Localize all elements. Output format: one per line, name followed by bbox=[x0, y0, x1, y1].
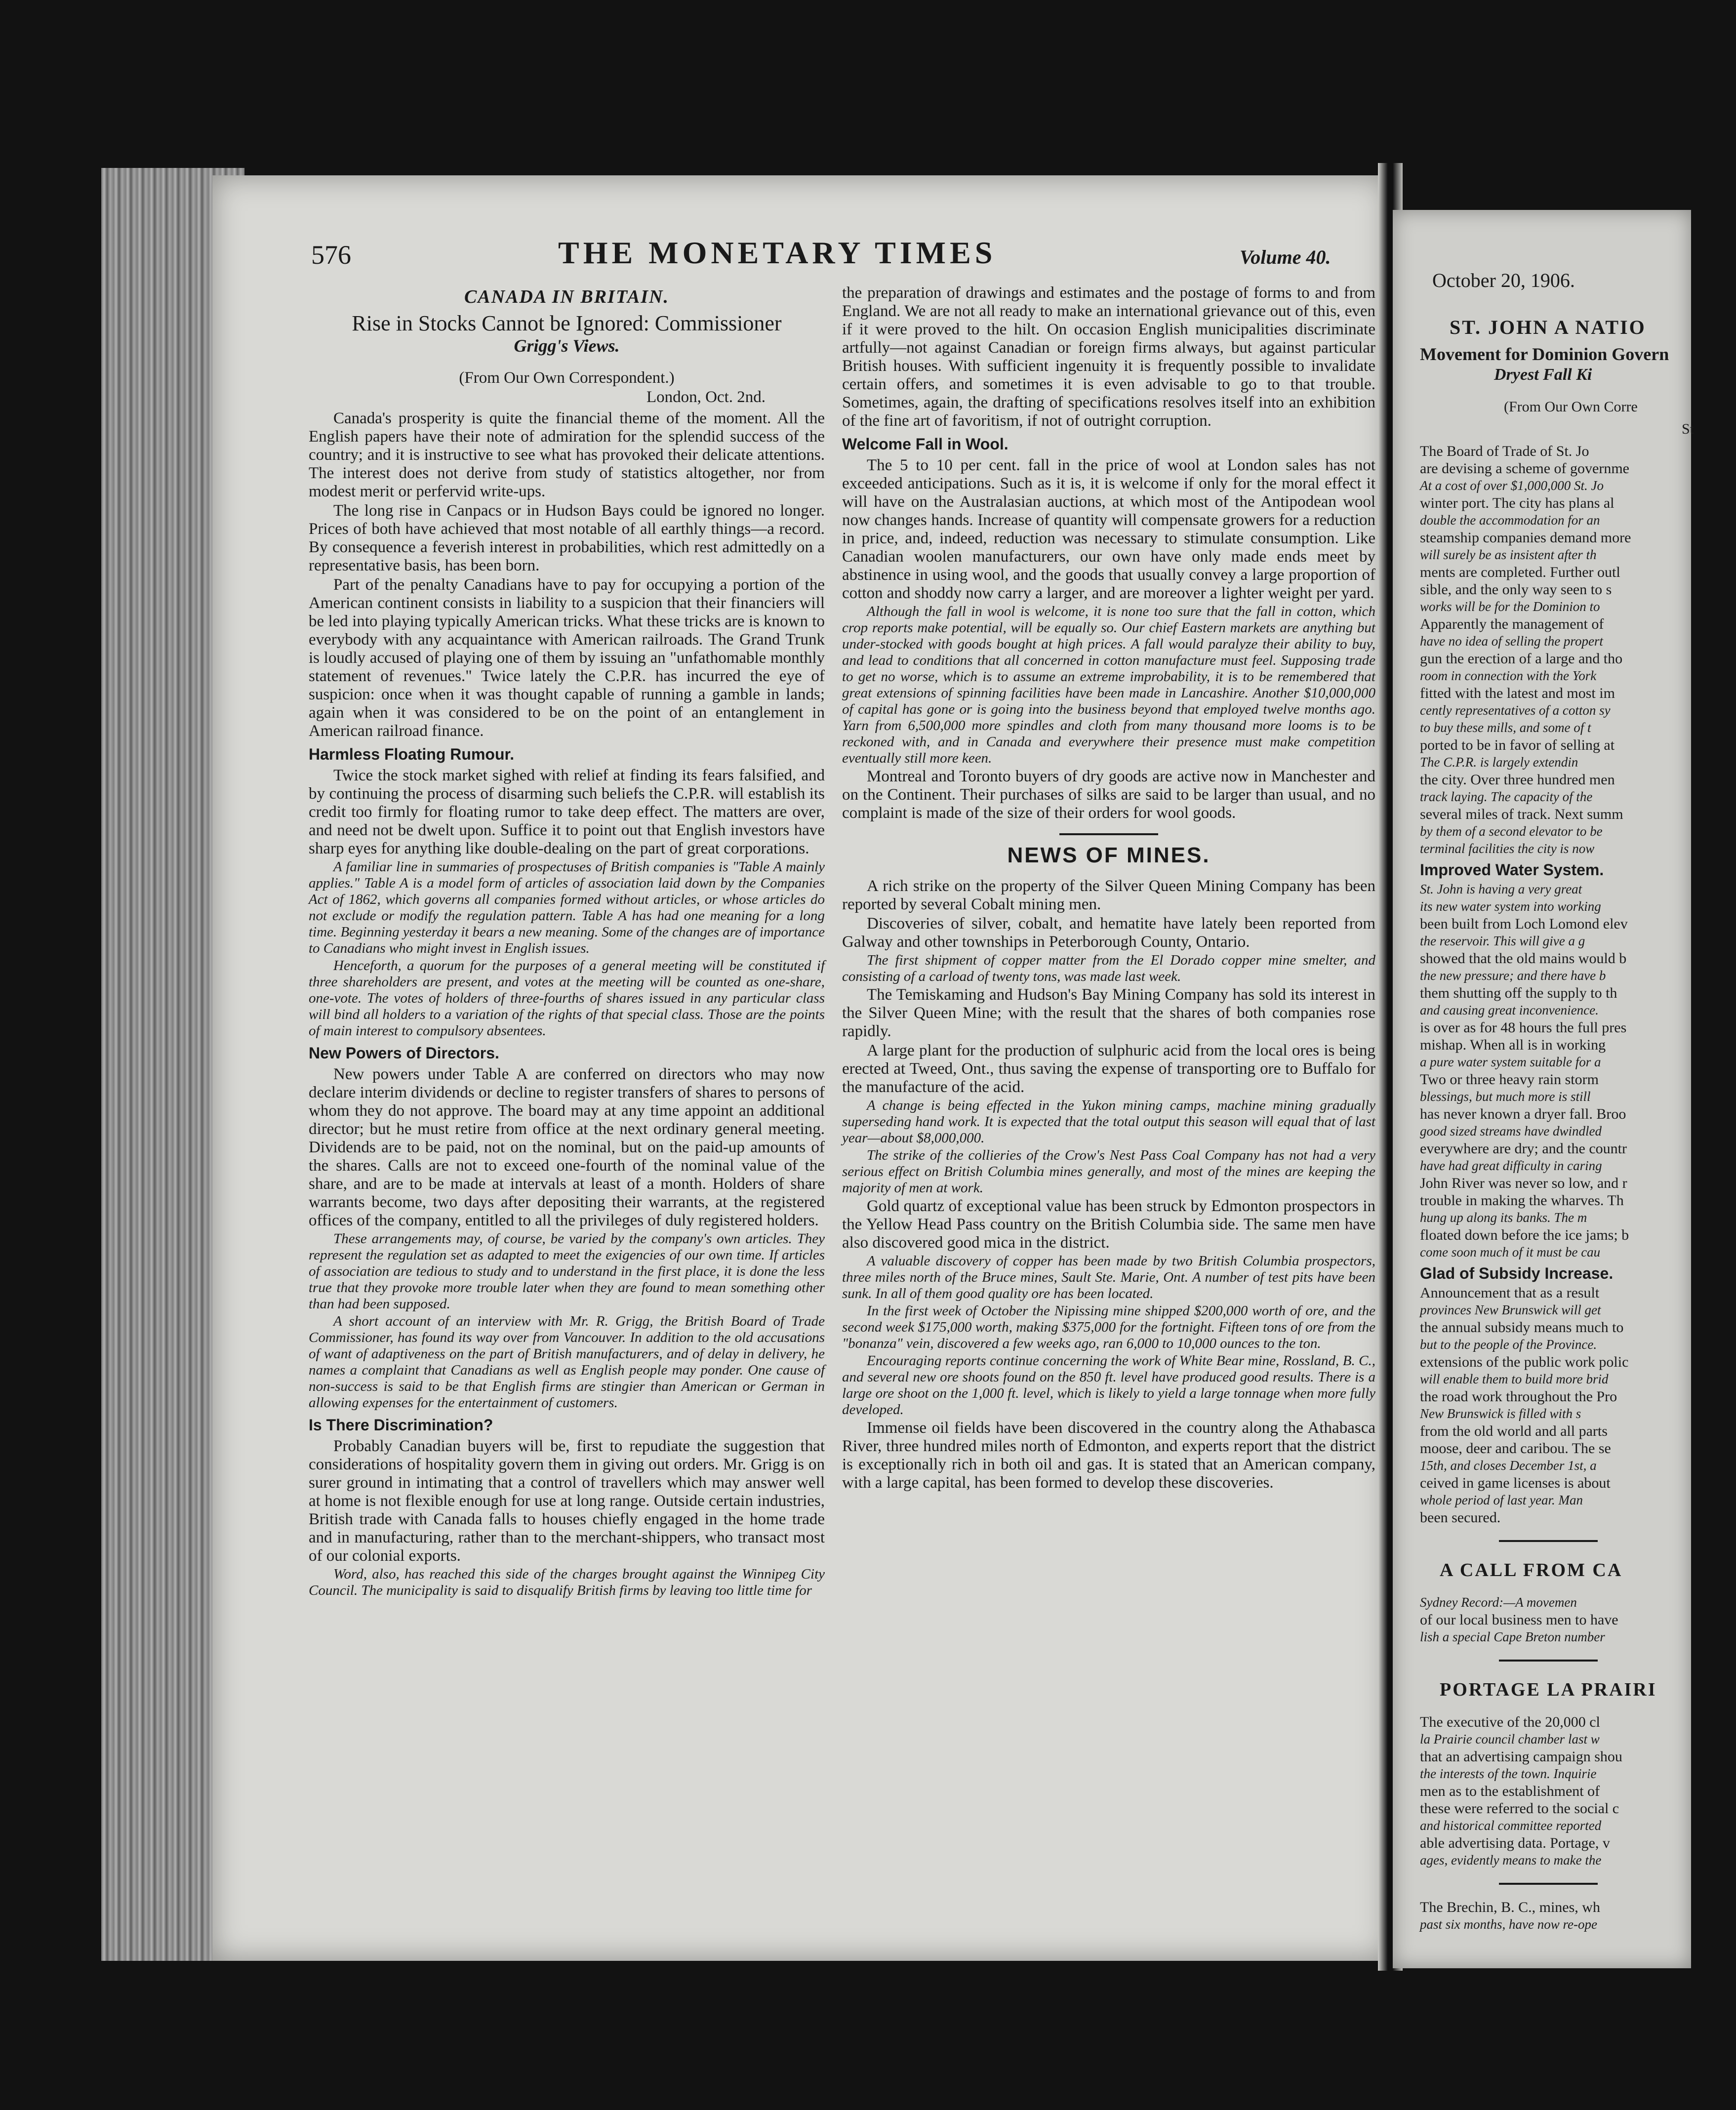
text-line: sible, and the only way seen to s bbox=[1420, 581, 1612, 598]
text-line: several miles of track. Next summ bbox=[1420, 806, 1623, 822]
side-heading: Harmless Floating Rumour. bbox=[309, 745, 515, 763]
text-line: The executive of the 20,000 cl bbox=[1420, 1714, 1600, 1730]
text-line: The Board of Trade of St. Jo bbox=[1420, 443, 1589, 459]
paragraph: A familiar line in summaries of prospectuses of British companies is "Table A mainly applies." Table A is a model form of articles of association laid down by the Companies Act of 1862, which governs all companies formed without articles, or whose articles do not exclude or modify the regulation pattern. Table A has had one meaning for a long time. Beginning yesterday it bears a new meaning. Some of the changes are of importance to Canadians who might invest in English issues. bbox=[309, 859, 825, 956]
paragraph: Encouraging reports continue concerning the work of White Bear mine, Rossland, B. C., and several new ore shoots found on the 850 ft. level have produced good results. There is a large ore shoot on the 1,000 ft. level, which is likely to yield a large tonnage when more fully developed. bbox=[842, 1353, 1375, 1418]
text-line: them shutting off the supply to th bbox=[1420, 985, 1617, 1001]
right-location: St bbox=[1682, 421, 1695, 437]
divider-rule bbox=[1059, 833, 1158, 835]
column-2-mines bbox=[842, 877, 1375, 1492]
text-line: At a cost of over $1,000,000 St. Jo bbox=[1420, 478, 1604, 493]
text-line: everywhere are dry; and the countr bbox=[1420, 1140, 1627, 1157]
text-line: whole period of last year. Man bbox=[1420, 1493, 1583, 1507]
text-line: been secured. bbox=[1420, 1509, 1501, 1526]
text-line: moose, deer and caribou. The se bbox=[1420, 1440, 1611, 1457]
paragraph: The Temiskaming and Hudson's Bay Mining Company has sold its interest in the Silver Queen Mine; with the result that the shares of both companies rose rapidly. bbox=[842, 986, 1375, 1040]
text-line: trouble in making the wharves. Th bbox=[1420, 1192, 1624, 1209]
paragraph: The long rise in Canpacs or in Hudson Bays could be ignored no longer. Prices of both have achieved that most notable of all earthly things—a record. By consequence a feverish interest in probabilities, which rest admittedly on a representative basis, has been born. bbox=[309, 502, 825, 574]
text-line: winter port. The city has plans al bbox=[1420, 495, 1615, 511]
text-line: come soon much of it must be cau bbox=[1420, 1245, 1601, 1259]
text-line: track laying. The capacity of the bbox=[1420, 789, 1593, 804]
paragraph: Although the fall in wool is welcome, it is none too sure that the fall in cotton, which crop reports make potential, will be equally so. Our chief Eastern markets are anything but under-stocked with goods bought at high prices. A fall would paralyze their ability to buy, and lead to conditions that all concerned in cotton manufacture must feel. Supposing trade to get no worse, which is to assume an extreme improbability, it is to be remembered that great extensions of spinning facilities have been made in Lancashire. Another $10,000,000 of capital has gone or is going into the business beyond that employed twelve months ago. Yarn from 6,500,000 more spindles and cloth from many thousand more looms is to be reckoned with, and in Canada and everywhere their presence must make competition eventually still more keen. bbox=[842, 604, 1375, 766]
news-of-mines-title: NEWS OF MINES. bbox=[1007, 843, 1211, 867]
text-line: 15th, and closes December 1st, a bbox=[1420, 1458, 1597, 1473]
text-line: but to the people of the Province. bbox=[1420, 1337, 1597, 1352]
running-head bbox=[212, 235, 1388, 279]
text-line: extensions of the public work polic bbox=[1420, 1354, 1629, 1370]
portage-title: PORTAGE LA PRAIRI bbox=[1440, 1679, 1657, 1700]
right-subheadline: Movement for Dominion Govern bbox=[1420, 344, 1669, 364]
correspondent-line: (From Our Own Correspondent.) bbox=[459, 369, 675, 387]
paragraph: Gold quartz of exceptional value has been struck by Edmonton prospectors in the Yellow Head Pass country on the British Columbia side. The same men have also discovered good mica in the district. bbox=[842, 1197, 1375, 1252]
paragraph: Probably Canadian buyers will be, first to repudiate the suggestion that considerations of hospitality govern them in giving out orders. Mr. Grigg is on surer ground in intimating that a control of travellers which may answer well at home is not flexible enough for use at long range. Outside certain industries, British trade with Canada falls to houses chiefly engaged in the home trade and in manufacturing, rather than to the merchant-shippers, who transact most of our colonial exports. bbox=[309, 1437, 825, 1565]
text-line: ages, evidently means to make the bbox=[1420, 1853, 1602, 1867]
text-line: mishap. When all is in working bbox=[1420, 1037, 1606, 1053]
text-line: and causing great inconvenience. bbox=[1420, 1003, 1599, 1017]
text-line: from the old world and all parts bbox=[1420, 1423, 1608, 1439]
section-title: CANADA IN BRITAIN. bbox=[464, 286, 670, 307]
right-headline: ST. JOHN A NATIO bbox=[1450, 316, 1646, 338]
text-line: good sized streams have dwindled bbox=[1420, 1124, 1602, 1138]
text-line: and historical committee reported bbox=[1420, 1818, 1602, 1833]
text-line: has never known a dryer fall. Broo bbox=[1420, 1106, 1626, 1122]
brechin-body bbox=[1420, 1899, 1736, 1933]
text-line: the annual subsidy means much to bbox=[1420, 1319, 1624, 1336]
text-line: John River was never so low, and r bbox=[1420, 1175, 1627, 1191]
call-body bbox=[1420, 1594, 1736, 1646]
dateline: London, Oct. 2nd. bbox=[646, 388, 766, 406]
text-line: St. John is having a very great bbox=[1420, 882, 1582, 896]
volume-label: Volume 40. bbox=[1240, 246, 1331, 268]
column-1-body bbox=[309, 409, 825, 1599]
right-article-body bbox=[1420, 443, 1736, 1526]
text-line: the interests of the town. Inquirie bbox=[1420, 1766, 1597, 1781]
text-line: steamship companies demand more bbox=[1420, 529, 1631, 546]
text-line: gun the erection of a large and tho bbox=[1420, 650, 1623, 667]
text-line: hung up along its banks. The m bbox=[1420, 1210, 1587, 1225]
paragraph: A short account of an interview with Mr. R. Grigg, the British Board of Trade Commissioner, has found its way over from Vancouver. In addition to the old accusations of want of adaptiveness on the part of British manufacturers, and of delay in delivery, he names a complaint that Canadians as well as English people may ponder. One cause of non-success is said to be that English firms are stingier than American or German in allowing expenses for the entertainment of customers. bbox=[309, 1313, 825, 1411]
paragraph: Immense oil fields have been discovered in the country along the Athabasca River, three hundred miles north of Edmonton, and experts report that the district is exceptionally rich in both oil and gas. It is stated that an American company, with a large capital, has been formed to develop these discoveries. bbox=[842, 1419, 1375, 1492]
text-line: fitted with the latest and most im bbox=[1420, 685, 1615, 701]
text-line: lish a special Cape Breton number bbox=[1420, 1629, 1605, 1644]
text-line: to buy these mills, and some of t bbox=[1420, 720, 1591, 735]
text-line: will surely be as insistent after th bbox=[1420, 547, 1597, 562]
text-line: the road work throughout the Pro bbox=[1420, 1388, 1617, 1405]
masthead: THE MONETARY TIMES bbox=[558, 235, 997, 270]
side-heading: New Powers of Directors. bbox=[309, 1044, 499, 1062]
text-line: ceived in game licenses is about bbox=[1420, 1475, 1611, 1491]
paragraph: Discoveries of silver, cobalt, and hematite have lately been reported from Galway and other townships in Peterborough County, Ontario. bbox=[842, 915, 1375, 951]
text-line: these were referred to the social c bbox=[1420, 1800, 1619, 1817]
side-heading: Is There Discrimination? bbox=[309, 1416, 493, 1434]
paragraph: Montreal and Toronto buyers of dry goods are active now in Manchester and on the Continent. Their purchases of silks are said to be larger than usual, and no complaint is made of the size of their orders for wool goods. bbox=[842, 768, 1375, 822]
column-2-top bbox=[842, 284, 1375, 822]
text-line: been built from Loch Lomond elev bbox=[1420, 916, 1628, 932]
paragraph: New powers under Table A are conferred on directors who may now declare interim dividends or decline to register transfers of shares to persons of whom they do not approve. The board may at any time appoint an additional director; but he must retire from office at the next ordinary general meeting. Dividends are to be paid, not on the nominal, but on the paid-up amounts of the shares. Calls are not to exceed one-fourth of the nominal value of the share, and are to be made at intervals at least of a month. Holders of share warrants become, two days after depositing their warrants, at the registered offices of the company, entitled to all the privileges of duly registered holders. bbox=[309, 1065, 825, 1229]
text-line: the reservoir. This will give a g bbox=[1420, 933, 1585, 948]
side-heading: Welcome Fall in Wool. bbox=[842, 435, 1009, 453]
text-line: of our local business men to have bbox=[1420, 1612, 1618, 1628]
text-line: floated down before the ice jams; b bbox=[1420, 1227, 1629, 1243]
side-heading: Glad of Subsidy Increase. bbox=[1420, 1264, 1614, 1282]
text-line: room in connection with the York bbox=[1420, 668, 1597, 683]
paragraph: A large plant for the production of sulphuric acid from the local ores is being erected at Tweed, Ont., thus saving the expense of transporting ore to Buffalo for the manufacture of the acid. bbox=[842, 1042, 1375, 1096]
article-headline: Rise in Stocks Cannot be Ignored: Commissioner bbox=[352, 311, 782, 335]
text-line: la Prairie council chamber last w bbox=[1420, 1732, 1600, 1746]
right-page-date: October 20, 1906. bbox=[1432, 269, 1575, 291]
text-line: the city. Over three hundred men bbox=[1420, 771, 1615, 788]
paragraph: In the first week of October the Nipissing mine shipped $200,000 worth of ore, and the second week $175,000 worth, making $375,000 for the fortnight. Fifteen tons of ore from the "bonanza" vein, discovered a few weeks ago, ran 6,000 to 10,000 ounces to the ton. bbox=[842, 1303, 1375, 1351]
paragraph: The 5 to 10 per cent. fall in the price of wool at London sales has not exceeded anticipations. Such as it is, it is welcome if only for the moral effect it will have on the Australasian auctions, at which most of the Antipodean wool now changes hands. Increase of quantity will compensate growers for a reduction in price, and, indeed, reduction was necessary to stimulate consumption. Like Canadian woolen manufacturers, our own have only made ends meet by abstinence in using wool, and the goods that usually convey a large proportion of cotton and shoddy now carry a larger, and are moreover a lighter weight per yard. bbox=[842, 456, 1375, 602]
right-divider bbox=[1499, 1660, 1598, 1662]
text-line: have no idea of selling the propert bbox=[1420, 634, 1603, 649]
text-line: are devising a scheme of governme bbox=[1420, 460, 1629, 477]
right-subhead: Dryest Fall Ki bbox=[1494, 365, 1592, 384]
right-correspondent: (From Our Own Corre bbox=[1504, 399, 1638, 415]
paragraph: The first shipment of copper matter from the El Dorado copper mine smelter, and consisting of a carload of twenty tons, was made last week. bbox=[842, 952, 1375, 984]
paragraph: These arrangements may, of course, be varied by the company's own articles. They represent the regulation set as adapted to meet the exigencies of our own time. If articles of association are tedious to study and to understand in the first place, it is done the less true that they provoke more trouble later when they are found to mean something other than had been supposed. bbox=[309, 1231, 825, 1312]
text-line: Sydney Record:—A movemen bbox=[1420, 1595, 1577, 1610]
paragraph: the preparation of drawings and estimates and the postage of forms to and from England. We are not all ready to make an international grievance out of this, even if it were proved to the hilt. On occasion English municipalities discriminate artfully—not against Canadian or foreign firms always, but against particular British houses. With sufficient ingenuity it is frequently possible to invalidate certain offers, and sometimes it is even advisable to go to that trouble. Sometimes, again, the drafting of specifications resolves itself into an exhibition of the fine art of favoritism, if not of outright corruption. bbox=[842, 284, 1375, 430]
text-line: have had great difficulty in caring bbox=[1420, 1158, 1602, 1173]
paragraph: Part of the penalty Canadians have to pay for occupying a portion of the American continent consists in liability to a suspicion that their financiers will be led into playing typically American tricks. What these tricks are is known to everybody with any acquaintance with American railroads. The Grand Trunk is loudly accused of playing one of them by issuing an "unfathomable monthly statement of revenues." Twice lately the C.P.R. has incurred the eye of suspicion: once when it was thought capable of running a gamble in lands; again when it was considered to be on the point of an entanglement in American railroad finance. bbox=[309, 576, 825, 740]
paragraph: Canada's prosperity is quite the financial theme of the moment. All the English papers have their note of admiration for the splendid success of the country; and it is instructive to see what has provoked their delicate attentions. The interest does not derive from study of statistics altogether, nor from modest merit or perfervid write-ups. bbox=[309, 409, 825, 500]
text-line: ported to be in favor of selling at bbox=[1420, 737, 1615, 753]
right-divider bbox=[1499, 1540, 1598, 1542]
text-line: New Brunswick is filled with s bbox=[1420, 1406, 1581, 1421]
text-line: able advertising data. Portage, v bbox=[1420, 1835, 1610, 1851]
paragraph: A valuable discovery of copper has been made by two British Columbia prospectors, three miles north of the Bruce mines, Sault Ste. Marie, Ont. A number of test pits have been sunk. In all of them good quality ore has been located. bbox=[842, 1253, 1375, 1301]
paragraph: Word, also, has reached this side of the charges brought against the Winnipeg City Council. The municipality is said to disqualify British firms by leaving too little time for bbox=[309, 1566, 825, 1598]
text-line: The C.P.R. is largely extendin bbox=[1420, 755, 1578, 770]
text-line: works will be for the Dominion to bbox=[1420, 599, 1600, 614]
text-line: men as to the establishment of bbox=[1420, 1783, 1600, 1799]
text-line: is over as for 48 hours the full pres bbox=[1420, 1019, 1627, 1036]
text-line: the new pressure; and there have b bbox=[1420, 968, 1606, 983]
paragraph: The strike of the collieries of the Crow's Nest Pass Coal Company has not had a very serious effect on British Columbia mines generally, and most of the mines are keeping the majority of men at work. bbox=[842, 1147, 1375, 1196]
right-column bbox=[1420, 309, 1736, 1933]
text-line: its new water system into working bbox=[1420, 899, 1601, 914]
text-line: showed that the old mains would b bbox=[1420, 950, 1627, 967]
text-line: will enable them to build more brid bbox=[1420, 1372, 1609, 1386]
side-heading: Improved Water System. bbox=[1420, 861, 1604, 879]
page-number: 576 bbox=[311, 240, 351, 270]
text-line: double the accommodation for an bbox=[1420, 513, 1600, 528]
text-line: terminal facilities the city is now bbox=[1420, 841, 1595, 856]
text-line: by them of a second elevator to be bbox=[1420, 824, 1603, 839]
paragraph: A change is being effected in the Yukon mining camps, machine mining gradually superseding hand work. It is expected that the total output this season will equal that of last year—about $8,000,000. bbox=[842, 1097, 1375, 1146]
call-title: A CALL FROM CA bbox=[1440, 1560, 1623, 1581]
article-subhead: Grigg's Views. bbox=[514, 336, 620, 356]
text-line: provinces New Brunswick will get bbox=[1420, 1302, 1601, 1317]
right-page bbox=[1393, 210, 1695, 1968]
text-line: past six months, have now re-ope bbox=[1420, 1917, 1597, 1932]
text-line: Two or three heavy rain storm bbox=[1420, 1071, 1599, 1088]
text-line: cently representatives of a cotton sy bbox=[1420, 703, 1611, 718]
text-line: a pure water system suitable for a bbox=[1420, 1055, 1601, 1069]
text-line: that an advertising campaign shou bbox=[1420, 1748, 1622, 1765]
paragraph: Twice the stock market sighed with relief at finding its fears falsified, and by continuing the process of disarming such beliefs the C.P.R. will establish its credit too firmly for floating rumor to take deep effect. The matters are over, and need not be dwelt upon. Suffice it to point out that English investors have sharp eyes for anything like double-dealing on the part of great corporations. bbox=[309, 767, 825, 857]
paragraph: A rich strike on the property of the Silver Queen Mining Company has been reported by several Cobalt mining men. bbox=[842, 877, 1375, 913]
paragraph: Henceforth, a quorum for the purposes of a general meeting will be constituted if three shareholders are present, and votes at the meeting will be counted as one-share, one-vote. The votes of holders of three-fourths of shares issued in any particular class will bind all holders to a variation of the rights of that special class. Those are the points of main interest to compulsory absentees. bbox=[309, 958, 825, 1039]
left-page bbox=[212, 175, 1388, 1961]
text-line: Apparently the management of bbox=[1420, 616, 1604, 632]
portage-body bbox=[1420, 1713, 1736, 1869]
column-1 bbox=[309, 284, 825, 1600]
text-line: Announcement that as a result bbox=[1420, 1285, 1600, 1301]
text-line: blessings, but much more is still bbox=[1420, 1089, 1591, 1104]
text-line: ments are completed. Further outl bbox=[1420, 564, 1620, 580]
text-line: The Brechin, B. C., mines, wh bbox=[1420, 1899, 1600, 1915]
right-divider bbox=[1499, 1883, 1598, 1885]
column-2 bbox=[842, 284, 1375, 1493]
